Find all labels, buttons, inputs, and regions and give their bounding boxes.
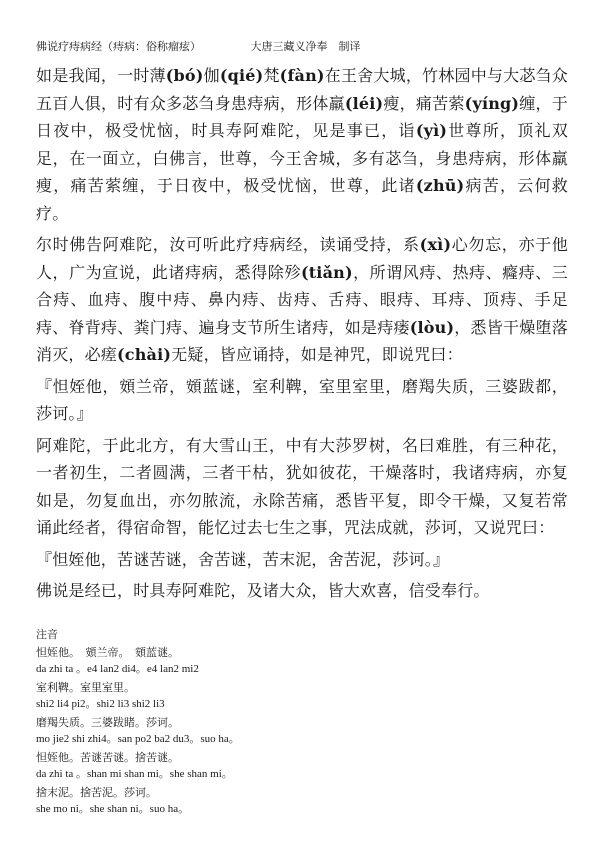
pinyin-annotation: (tiǎn)	[300, 262, 353, 282]
paragraph-text: 『怛姪他，頞兰帝，頞蓝谜，室利鞞，室里室里，磨羯失质，三婆跋都，莎诃。』	[36, 376, 568, 423]
sutra-body	[36, 62, 568, 609]
pinyin-annotation: (qié)	[219, 66, 264, 85]
paragraph-text: 阿难陀，于此北方，有大雪山王，中有大莎罗树，名曰难胜，有三种花，一者初生，二者圆满，三者干枯，犹如彼花，干燥落时，我诸痔病，亦复如是，勿复血出，亦勿脓流，永除苦痛，悉皆平复，即令干燥，又复若常诵此经者，得宿命智，能忆过去七生之事，咒法成就，莎诃，又说咒曰：	[36, 435, 568, 537]
romanization-line: da zhi ta 。e4 lan2 di4。e4 lan2 mi2	[36, 663, 199, 675]
pinyin-annotation: (lòu)	[409, 317, 455, 337]
romanization-line: she mo ni。she shan ni。suo ha。	[36, 803, 190, 815]
sutra-paragraph	[36, 577, 568, 605]
pinyin-annotation: (yì)	[415, 121, 448, 140]
paragraph-text: 如是我闻，一时薄	[36, 66, 166, 85]
romanization-line: mo jie2 shi zhi4。san po2 ba2 du3。suo ha。	[36, 733, 240, 745]
pinyin-annotation: (zhū)	[415, 176, 465, 195]
romanization-line: shi2 li4 pi2。shi2 li3 shi2 li3	[36, 698, 165, 710]
pinyin-annotation: (xì)	[419, 235, 452, 254]
sutra-paragraph	[36, 432, 568, 542]
chant-line: 怛姪他。苦谜苦谜。捨苦谜。	[36, 750, 179, 764]
chant-line: 捨末泥。捨苦泥。莎诃。	[36, 785, 157, 799]
sutra-title: 佛说疗痔病经（痔病：俗称瘤痃）	[36, 40, 201, 53]
chant-line: 室利鞞。室里室里。	[36, 680, 135, 694]
pinyin-annotation: (bó)	[165, 66, 204, 85]
paragraph-text: ，悉皆干燥堕落消灭，必瘥	[36, 317, 568, 364]
paragraph-text: 佛说是经已，时具寿阿难陀，及诸大众，皆大欢喜，信受奉行。	[36, 581, 490, 600]
paragraph-text: 梵	[263, 66, 280, 85]
pinyin-annotation: (léi)	[344, 93, 384, 113]
sutra-paragraph	[36, 373, 568, 428]
notes-heading: 注音	[36, 628, 58, 641]
paragraph-text: 『怛姪他，苦谜苦谜，舍苦谜，苦末泥，舍苦泥，莎诃。』	[36, 549, 450, 569]
paragraph-text: 瘦，痛苦萦	[383, 93, 465, 113]
paragraph-text: 无疑，皆应诵持，如是神咒，即说咒曰：	[171, 345, 463, 364]
paragraph-text: 心勿忘，亦于他人，广为宣说，此诸痔病，悉得除殄	[36, 235, 568, 282]
paragraph-text: 世尊所，顶礼双足，在一面立，白佛言，世尊，今王舍城，多有苾刍，身患痔病，形体羸瘦，痛苦萦缠，于日夜中，极受忧恼，世尊，此诸	[36, 121, 568, 195]
pinyin-annotation: (yíng)	[464, 93, 520, 113]
chant-line: 怛姪他。 頞兰帝。 頞蓝谜。	[36, 645, 179, 659]
paragraph-text: 病苦，云何救疗。	[36, 176, 568, 223]
sutra-paragraph	[36, 546, 568, 574]
paragraph-text: ，所谓风痔、热痔、癃痔、三合痔、血痔、腹中痔、鼻内痔、齿痔、舌痔、眼痔、耳痔、顶痔、手足痔、脊背痔、粪门痔、遍身支节所生诸痔，如是痔瘘	[36, 262, 569, 337]
pinyin-annotation: (chài)	[117, 345, 172, 364]
translator-credit: 大唐三藏义净奉 制译	[250, 40, 361, 53]
paragraph-text: 伽	[203, 66, 220, 85]
pronunciation-notes	[36, 626, 556, 819]
sutra-paragraph	[36, 62, 568, 227]
paragraph-text: 缠，于日夜中，极受忧恼，时具寿阿难陀，见是事已，诣	[36, 93, 568, 140]
paragraph-text: 在王舍大城，竹林园中与大苾刍众五百人俱，时有众多苾刍身患痔病，形体羸	[36, 66, 568, 113]
romanization-line: da zhi ta 。shan mi shan mi。she shan mi。	[36, 768, 233, 780]
notes-lines	[36, 644, 556, 819]
paragraph-text: 尔时佛告阿难陀，汝可听此疗痔病经，读诵受持，系	[36, 235, 420, 254]
document-header	[36, 40, 361, 54]
pinyin-annotation: (fàn)	[279, 66, 325, 85]
sutra-paragraph	[36, 231, 568, 369]
chant-line: 磨羯失质。三婆跋睹。莎诃。	[36, 715, 179, 729]
